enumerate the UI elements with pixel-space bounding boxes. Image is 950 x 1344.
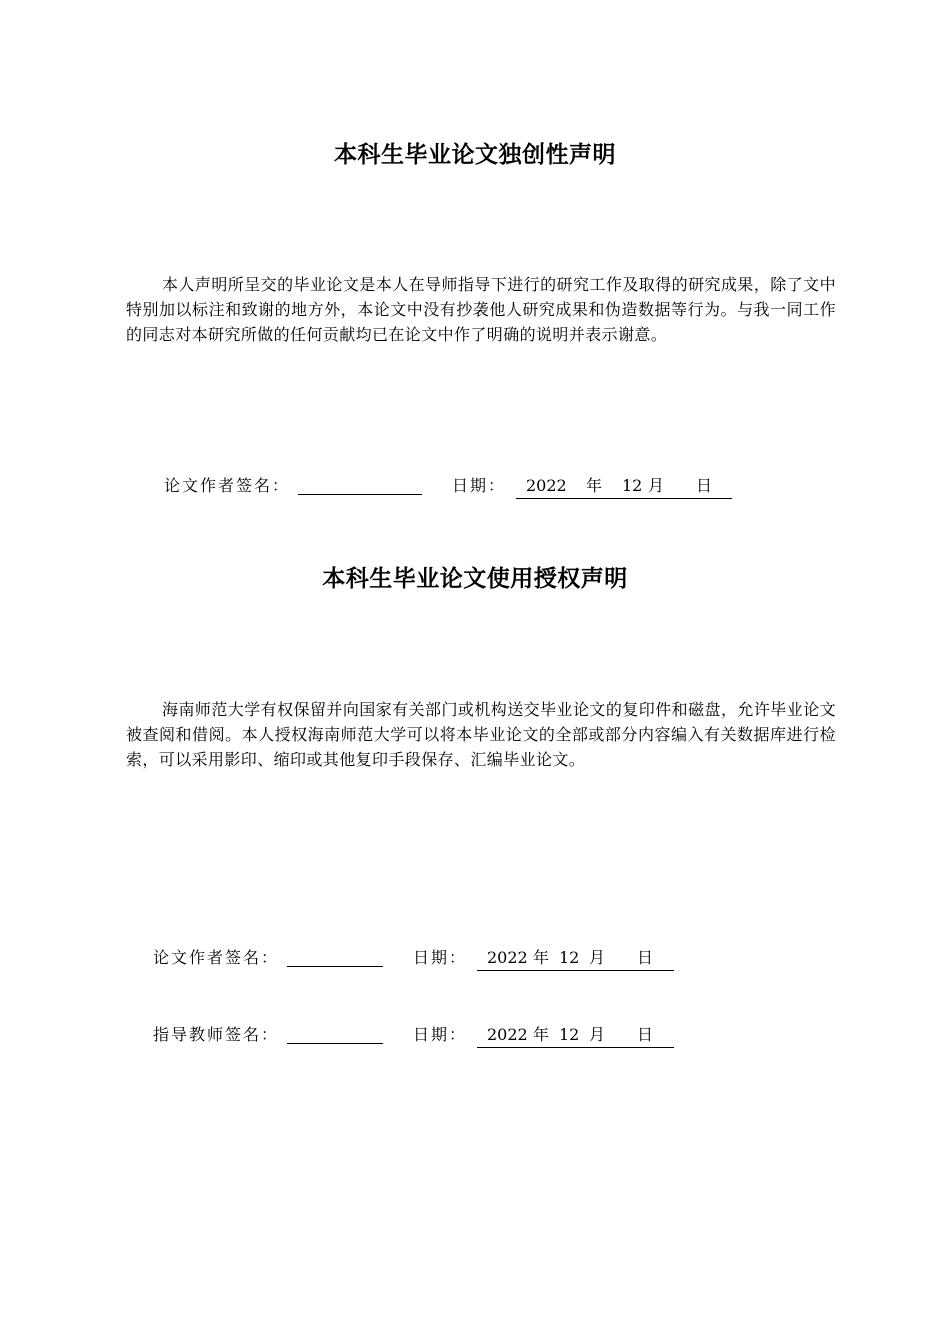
originality-author-signature-label: 论文作者签名： — [164, 476, 291, 495]
originality-date-year: 2022 — [526, 476, 567, 495]
authorization-advisor-date-field[interactable] — [477, 1023, 674, 1048]
originality-date-year-unit: 年 — [586, 476, 603, 495]
authorization-body: 海南师范大学有权保留并向国家有关部门或机构送交毕业论文的复印件和磁盘，允许毕业论文被查阅和借阅。本人授权海南师范大学可以将本毕业论文的全部或部分内容编入有关数据库进行检索，可以采用影印、缩印或其他复印手段保存、汇编毕业论文。 — [126, 700, 836, 769]
originality-date-month-unit: 月 — [648, 476, 665, 495]
originality-body: 本人声明所呈交的毕业论文是本人在导师指导下进行的研究工作及取得的研究成果，除了文中特别加以标注和致谢的地方外，本论文中没有抄袭他人研究成果和伪造数据等行为。与我一同工作的同志对本研究所做的任何贡献均已在论文中作了明确的说明并表示谢意。 — [126, 275, 836, 344]
authorization-advisor-date-label: 日期： — [413, 1025, 468, 1044]
authorization-author-date-field[interactable] — [477, 946, 674, 971]
authorization-advisor-date-month-unit: 月 — [589, 1025, 606, 1044]
authorization-advisor-date-year-unit: 年 — [533, 1025, 550, 1044]
authorization-title: 本科生毕业论文使用授权声明 — [322, 566, 628, 592]
authorization-advisor-date-month: 12 — [559, 1025, 580, 1044]
authorization-author-date-day-unit: 日 — [637, 948, 654, 967]
authorization-author-date-label: 日期： — [413, 948, 468, 967]
originality-date-month: 12 — [622, 476, 643, 495]
authorization-author-signature-field[interactable] — [287, 966, 383, 967]
authorization-author-date-month-unit: 月 — [589, 948, 606, 967]
authorization-advisor-date-day-unit: 日 — [637, 1025, 654, 1044]
authorization-author-date-month: 12 — [559, 948, 580, 967]
authorization-advisor-date-year: 2022 — [487, 1025, 528, 1044]
authorization-advisor-signature-label: 指导教师签名： — [153, 1025, 280, 1044]
originality-date-day-unit: 日 — [696, 476, 713, 495]
originality-date-field[interactable] — [516, 474, 732, 499]
originality-date-label: 日期： — [452, 476, 507, 495]
authorization-author-date-year-unit: 年 — [533, 948, 550, 967]
authorization-author-date-year: 2022 — [487, 948, 528, 967]
authorization-advisor-signature-field[interactable] — [287, 1043, 383, 1044]
originality-title: 本科生毕业论文独创性声明 — [334, 142, 616, 168]
authorization-author-signature-label: 论文作者签名： — [153, 948, 280, 967]
originality-author-signature-field[interactable] — [298, 494, 422, 495]
